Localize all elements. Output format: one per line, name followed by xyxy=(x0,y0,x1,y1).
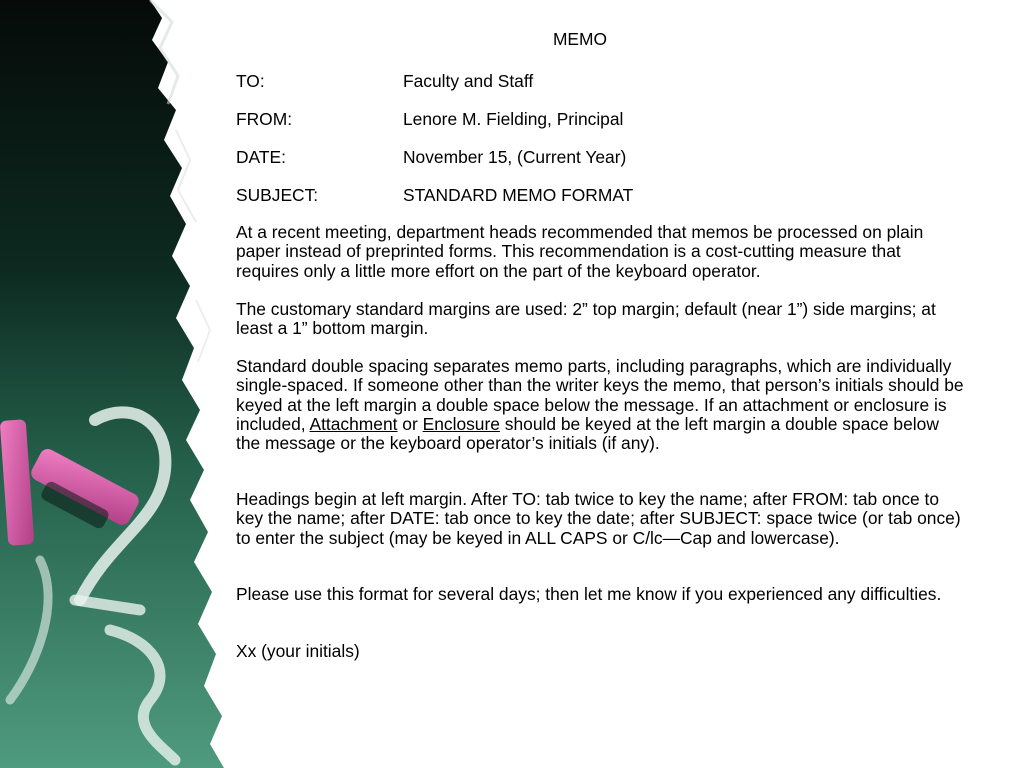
paragraph-2: The customary standard margins are used: 2” top margin; default (near 1”) side margins; at least a 1” bottom margin. xyxy=(236,299,936,339)
heading-label: TO: xyxy=(236,71,265,91)
paragraph-3-text: Standard double spacing separates memo parts, including paragraphs, which are individually single-spaced. If someone other than the writer keys the memo, that person’s initials should be keyed at the left margin a double space below the message. If an attachment or enclosure is included, xyxy=(236,356,964,434)
heading-value: Lenore M. Fielding, Principal xyxy=(403,109,624,129)
memo-title: MEMO xyxy=(552,29,608,49)
chalkboard-art xyxy=(0,0,240,768)
attachment-link: Attachment xyxy=(309,413,398,434)
heading-label: SUBJECT: xyxy=(236,185,319,205)
paragraph-4: Headings begin at left margin. After TO: tab twice to key the name; after FROM: tab once to key the name; after DATE: tab once to key the date; after SUBJECT: space twice (or tab once) to enter the subject (may be keyed in ALL CAPS or C/lc—Cap and lowercase). xyxy=(236,489,961,548)
paragraph-1: At a recent meeting, department heads recommended that memos be processed on plain paper instead of preprinted forms. This recommendation is a cost-cutting measure that requires only a little more effort on the part of the keyboard operator. xyxy=(236,222,924,281)
heading-label: FROM: xyxy=(236,109,293,129)
paragraph-3-tail: should be keyed at the left margin a double space below the message or the keyboard operator’s initials (if any). xyxy=(236,413,939,454)
heading-value: November 15, (Current Year) xyxy=(403,147,627,167)
paragraph-3 xyxy=(236,357,966,453)
heading-value: STANDARD MEMO FORMAT xyxy=(403,185,634,205)
initials-line: Xx (your initials) xyxy=(236,641,360,661)
heading-value: Faculty and Staff xyxy=(403,71,534,91)
heading-label: DATE: xyxy=(236,147,286,167)
enclosure-link: Enclosure xyxy=(422,413,500,434)
paragraph-5: Please use this format for several days; then let me know if you experienced any difficulties. xyxy=(236,584,942,604)
paragraph-3-connector: or xyxy=(397,413,423,434)
